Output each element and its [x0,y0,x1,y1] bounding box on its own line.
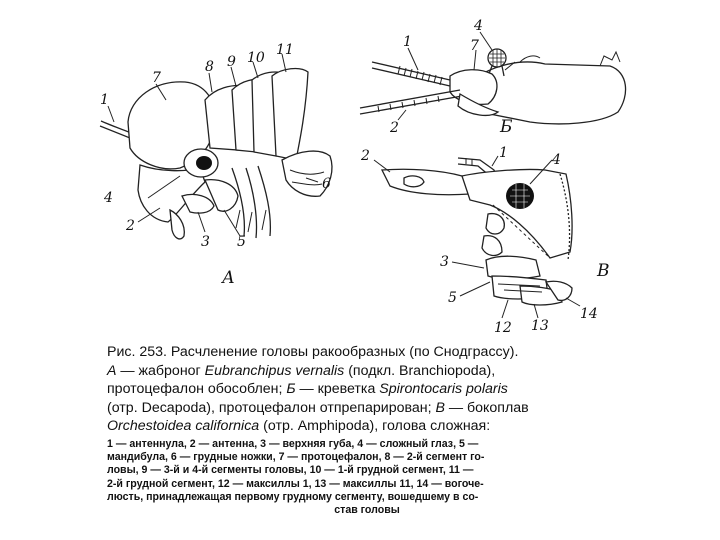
caption-text: (отр. Decapoda), протоцефалон отпрепарирован; [107,399,436,416]
panel-label-v: В [597,261,610,281]
caption-text: — креветка [295,381,380,398]
caption-legend [107,438,627,517]
label-b-7: 7 [470,38,479,54]
label-a-2: 2 [126,218,135,234]
label-a-7: 7 [152,70,161,86]
drawing-b [360,32,626,124]
label-a-11: 11 [276,42,294,58]
legend-line: ловы, 9 — 3-й и 4-й сегменты головы, 10 — 1-й грудной сегмент, 11 — [107,464,474,477]
a-segment-11 [272,69,308,160]
panel-label-a: А [222,268,235,288]
label-a-8: 8 [205,59,214,75]
label-v-3: 3 [440,254,449,270]
drawing-a [100,54,332,239]
label-b-2: 2 [390,120,399,136]
label-v-5: 5 [448,290,457,306]
label-a-5: 5 [237,234,246,250]
a-labrum [182,194,214,213]
label-v-12: 12 [494,320,512,336]
label-a-4: 4 [104,190,113,206]
label-a-1: 1 [100,92,109,108]
caption-panel-a: А [107,362,117,379]
v-antenna [382,169,470,194]
caption-line-2 [107,362,627,381]
caption-text: (подкл. Branchiopoda), [344,362,496,379]
label-v-2: 2 [361,148,370,164]
a-legs [232,166,270,238]
caption-species-a: Eubranchipus vernalis [204,362,345,379]
b-protocephalon [450,70,497,105]
label-a-10: 10 [247,50,265,66]
caption-line-4 [107,399,627,418]
label-v-4: 4 [552,152,561,168]
label-b-1: 1 [403,34,412,50]
caption-line-5 [107,417,627,436]
caption-text: — бокоплав [444,399,529,416]
caption-panel-v: В [435,399,445,416]
label-b-4: 4 [474,18,483,34]
caption-text: — жаброног [116,362,205,379]
v-head [462,169,572,258]
label-v-13: 13 [531,318,549,334]
figure-caption [107,343,627,517]
label-a-3: 3 [201,234,210,250]
caption-species-b: Spirontocaris polaris [379,381,508,398]
label-a-6: 6 [322,176,331,192]
v-labrum [486,214,504,234]
caption-species-v: Orchestoidea californica [107,418,260,435]
label-a-9: 9 [227,54,236,70]
drawing-v [374,156,580,318]
panel-label-b: Б [500,117,513,137]
legend-line: люсть, принадлежащая первому грудному сегменту, вошедшему в со- [107,490,479,503]
legend-line: 2-й грудной сегмент, 12 — максиллы 1, 13 — максиллы 11, 14 — вогоче- [107,477,484,490]
label-v-14: 14 [580,306,598,322]
caption-text: протоцефалон обособлен; [107,381,287,398]
legend-line: 1 — антеннула, 2 — антенна, 3 — верхняя губа, 4 — сложный глаз, 5 — [107,437,479,450]
caption-line-1 [107,343,627,362]
label-v-1: 1 [499,145,508,161]
legend-line: став головы [334,503,400,516]
caption-line-3 [107,380,627,399]
caption-text: (отр. Amphipoda), голова сложная: [259,418,491,435]
caption-panel-b: Б [286,381,296,398]
caption-title: Рис. 253. Расчленение головы ракообразных (по Снодграссу). [107,344,519,360]
legend-line: мандибула, 6 — грудные ножки, 7 — протоцефалон, 8 — 2-й сегмент го- [107,451,485,464]
